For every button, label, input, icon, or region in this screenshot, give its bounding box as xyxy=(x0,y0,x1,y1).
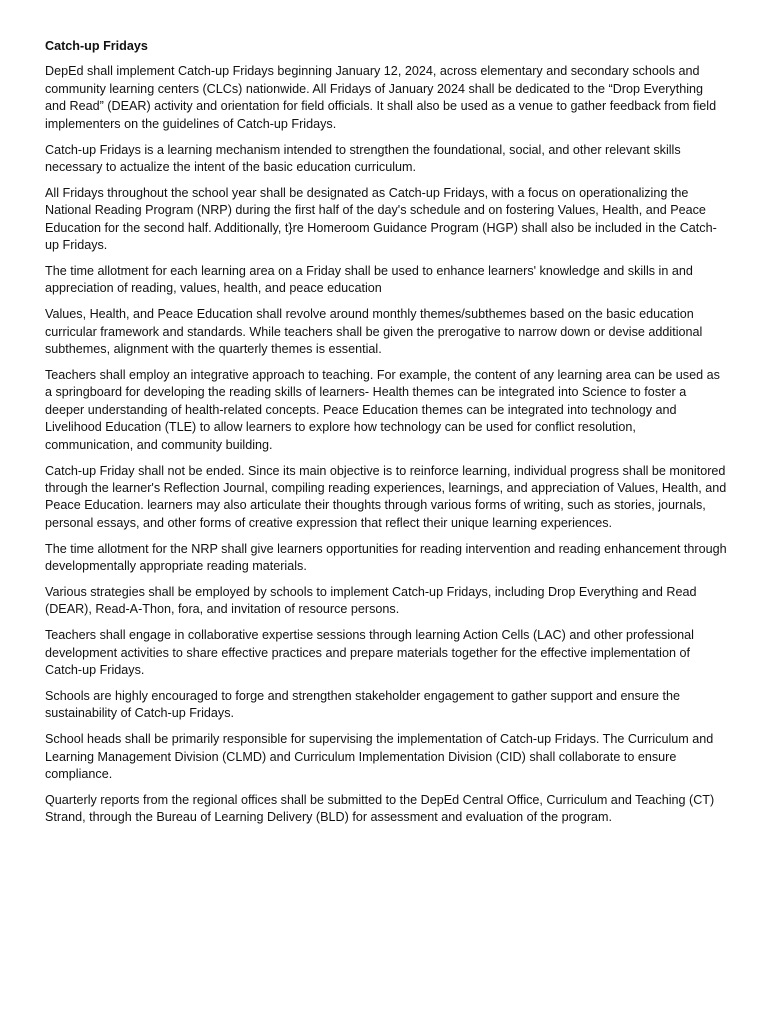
paragraph-nrp-allotment: The time allotment for the NRP shall give learners opportunities for reading intervention and reading enhancement through developmentally appropriate reading materials. xyxy=(45,541,727,574)
paragraph-integrative-approach: Teachers shall employ an integrative approach to teaching. For example, the content of any learning area can be used as a springboard for developing the reading skills of learners- Health themes can be integrated into Science to foster a deeper understanding of health-related concepts. Peace Education themes can be integrated into technology and Livelihood Education (TLE) to allow learners to explore how technology can be used for conflict resolution, communication, and community building. xyxy=(45,368,720,452)
paragraph-launch: DepEd shall implement Catch-up Fridays beginning January 12, 2024, across elementary and secondary schools and community learning centers (CLCs) nationwide. All Fridays of January 2024 shall be dedicated to the “Drop Everything and Read” (DEAR) activity and orientation for field officials. It shall also be used as a venue to gather feedback from field implementers on the guidelines of Catch-up Fridays. xyxy=(45,64,717,131)
paragraph-stakeholder-engagement: Schools are highly encouraged to forge and strengthen stakeholder engagement to gather support and ensure the sustainability of Catch-up Fridays. xyxy=(45,689,681,721)
paragraph-time-allotment: The time allotment for each learning area on a Friday shall be used to enhance learners' knowledge and skills in and appreciation of reading, values, health, and peace education xyxy=(45,263,693,296)
document-page xyxy=(45,38,727,835)
paragraph-school-heads: School heads shall be primarily responsible for supervising the implementation of Catch-up Fridays. The Curriculum and Learning Management Division (CLMD) and Curriculum Implementation Division (CID) shall collaborate to ensure compliance. xyxy=(45,732,714,782)
paragraph-themes: Values, Health, and Peace Education shall revolve around monthly themes/subthemes based on the basic education curricular framework and standards. While teachers shall be given the prerogative to narrow down or devise additional subthemes, alignment with the quarterly themes is essential. xyxy=(45,307,703,357)
paragraph-progress-monitoring: Catch-up Friday shall not be ended. Since its main objective is to reinforce learning, individual progress shall be monitored through the learner's Reflection Journal, compiling reading experiences, learnings, and appreciation of Values, Health, and Peace Education. learners may also articulate their thoughts through various forms of writing, such as stories, journals, personal essays, and other forms of creative expression that reflect their unique learning experiences. xyxy=(45,463,727,530)
paragraph-designation: All Fridays throughout the school year shall be designated as Catch-up Fridays, with a focus on operationalizing the National Reading Program (NRP) during the first half of the day's schedule and on fostering Values, Health, and Peace Education for the second half. Additionally, t}re Homeroom Guidance Program (HGP) shall also be included in the Catch-up Fridays. xyxy=(45,185,717,253)
paragraph-quarterly-reports: Quarterly reports from the regional offices shall be submitted to the DepEd Central Office, Curriculum and Teaching (CT) Strand, through the Bureau of Learning Delivery (BLD) for assessment and evaluation of the program. xyxy=(45,793,715,825)
paragraph-strategies: Various strategies shall be employed by schools to implement Catch-up Fridays, including Drop Everything and Read (DEAR), Read-A-Thon, fora, and invitation of resource persons. xyxy=(45,584,697,617)
paragraph-teacher-collaboration: Teachers shall engage in collaborative expertise sessions through learning Action Cells (LAC) and other professional development activities to share effective practices and prepare materials together for the effective implementation of Catch-up Fridays. xyxy=(45,628,694,678)
document-title: Catch-up Fridays xyxy=(45,39,148,53)
paragraph-mechanism: Catch-up Fridays is a learning mechanism intended to strengthen the foundational, social, and other relevant skills necessary to actualize the intent of the basic education curriculum. xyxy=(45,142,681,174)
